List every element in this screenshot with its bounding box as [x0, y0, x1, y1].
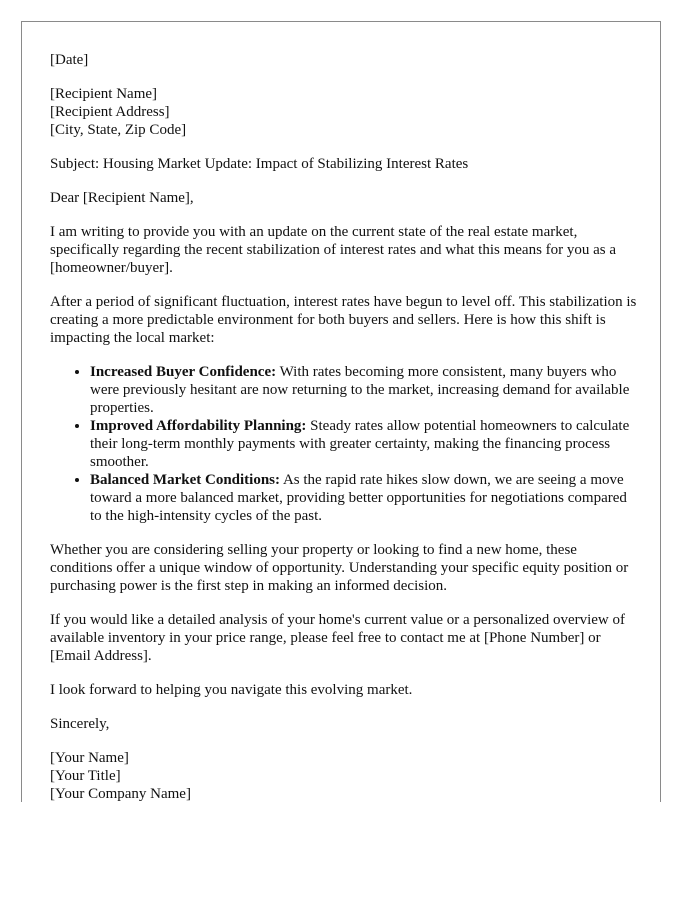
list-item-text: As the rapid rate hikes slow down, we are seeing a move toward a more balanced market, providing better opportunities for negotiations compared to the high-intensity cycles of the past.: [90, 472, 627, 524]
recipient-block: [50, 85, 640, 139]
paragraph-closing-remark: I look forward to helping you navigate this evolving market.: [50, 682, 413, 698]
list-item: [90, 363, 640, 417]
paragraph-contact: If you would like a detailed analysis of your home's current value or a personalized overview of available inventory in your price range, please feel free to contact me at [Phone Number] or [Email Address].: [50, 612, 626, 664]
list-item: [90, 417, 640, 471]
letter-page: [21, 21, 661, 802]
list-item-text: Steady rates allow potential homeowners to calculate their long-term monthly payments with greater certainty, making the financing process smoother.: [90, 418, 630, 470]
signature-block: [50, 749, 640, 803]
recipient-address: [Recipient Address]: [50, 104, 170, 120]
recipient-city-state-zip: [City, State, Zip Code]: [50, 122, 187, 138]
signature-company: [Your Company Name]: [50, 786, 191, 802]
signature-title: [Your Title]: [50, 768, 121, 784]
letter-body: [50, 51, 640, 819]
paragraph-market: After a period of significant fluctuation, interest rates have begun to level off. This stabilization is creating a more predictable environment for both buyers and sellers. Here is how this shift is impacting the local market:: [50, 294, 637, 346]
list-item-title: Balanced Market Conditions:: [90, 472, 281, 488]
list-item: [90, 471, 640, 525]
list-item-title: Increased Buyer Confidence:: [90, 364, 277, 380]
letter-salutation: Dear [Recipient Name],: [50, 190, 194, 206]
list-item-text: With rates becoming more consistent, many buyers who were previously hesitant are now returning to the market, increasing demand for available properties.: [90, 364, 630, 416]
recipient-name: [Recipient Name]: [50, 86, 158, 102]
list-item-title: Improved Affordability Planning:: [90, 418, 307, 434]
signature-name: [Your Name]: [50, 750, 129, 766]
paragraph-opportunity: Whether you are considering selling your property or looking to find a new home, these conditions offer a unique window of opportunity. Understanding your specific equity position or purchasing power is the first step in making an informed decision.: [50, 542, 629, 594]
paragraph-intro: I am writing to provide you with an update on the current state of the real estate market, specifically regarding the recent stabilization of interest rates and what this means for you as a [homeowner/buyer].: [50, 224, 617, 276]
letter-closing: Sincerely,: [50, 716, 110, 732]
letter-date: [Date]: [50, 52, 89, 68]
letter-subject: Subject: Housing Market Update: Impact of Stabilizing Interest Rates: [50, 156, 469, 172]
impact-list: [50, 363, 640, 525]
